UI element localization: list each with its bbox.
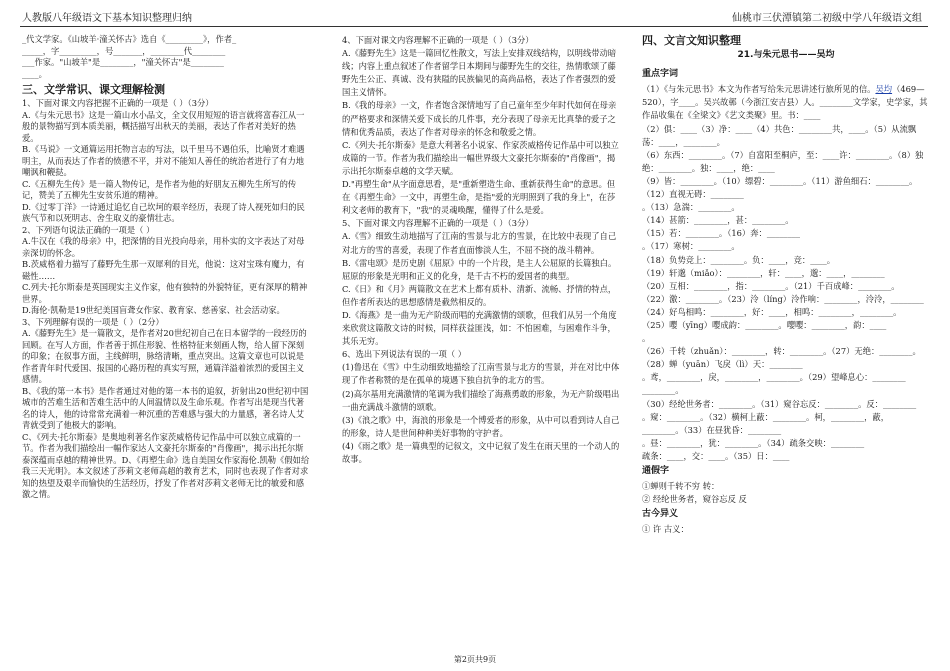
question-item: 4、下面对课文内容理解不正确的一项是（ ）（3分）	[342, 35, 534, 45]
key-word-line: 。（13）急湍：________。	[642, 202, 740, 213]
key-word-line: ________。	[642, 385, 684, 396]
question-item: B、《我的第一本书》是作者通过对他的第一本书的追叙，折射出20世纪初中国城市的苦难生活和苦难生活中的人间温情以及生命乐观。作者写出是现当代著名的诗人，他的诗常常充满着一种沉重的苦难感与强大的力量感，著名诗人艾青就受到了他极大的影响。	[22, 385, 309, 431]
question-item: (4)《雨之歌》是一篇典型的记叙文，文中记叙了发生在雨天里的一个动人的故事。	[342, 440, 620, 464]
question-item: C、《列夫·托尔斯泰》是奥地利著名作家茨威格传记作品中可以独立成篇的一节。作者为我们描绘出一幅作家达人文豪托尔斯泰的"肖像画"，揭示出托尔斯泰深蕴而卓越的精神世界。D、《再塑生命》选自美国女作家海伦.凯勒《假如给我三天光明》。本文叙述了莎莉文老师高超的教育艺术，同时也表现了作者对求知的热望及艰辛而愉快的生活经历，抒发了作者对莎莉文老师无比的敏爱和感激之情。	[22, 431, 310, 500]
intro-line: _____，字_________，号_______，________代________	[22, 45, 226, 56]
key-word-line: （22）激：________。（23）泠（líng）泠作响：________，泠泠，________	[642, 293, 924, 304]
gujin-title: 古今异义	[642, 509, 679, 520]
question-item: B.《马说》一文通篇运用托物言志的写法，以千里马不遇伯乐，比喻贤才难遇明主，从而表达了作者的愤懑不平，并对不能知人善任的统治者进行了有力地嘲讽和鞭挞。	[22, 144, 305, 178]
question-item: D."再塑生命"从字面意思看，是"重新塑造生命、重新获得生命"的意思。但在《再塑生命》一文中，再塑生命，是指"爱的光明照到了我的身上"，在莎利文老师的教育下，"我"的灵魂唤醒，懂得了什么是爱。	[342, 179, 616, 216]
key-word-line: （18）负势竞上：________。负：____，竞：____。	[642, 254, 836, 265]
key-word-text: （469—520），字____。吴兴故鄣（今浙江安吉县）人。________文学家，史学家，其作品收集在《全梁文》《艺文类聚》里。书：____	[642, 84, 928, 121]
key-word-line: 。	[642, 333, 651, 344]
question-item: (3)《浪之歌》中，海浪的形象是一个博爱者的形象，从中可以看到诗人自己的形象，诗人是世间种种美好事物的守护者。	[342, 414, 620, 438]
column-middle	[342, 34, 622, 466]
question-item: A.《藤野先生》这是一篇回忆性散文，写法上安排双线结构，以明线带动暗线；内容上重点叙述了作者留学日本期间与藤野先生的交往，热情歌颂了藤野先生公正、真诚、没有狭隘的民族偏见的高尚品格，表达了作者强烈的爱国主义情怀。	[342, 48, 617, 98]
key-word-line: （6）东西：________。（7）自富阳至桐庐，至：____许：________。（8）独绝：________。独：____，绝：____	[642, 149, 924, 173]
question-item: D.《海燕》是一曲为无产阶级而唱的充满激情的颂歌，但我们从另一个角度来欣赏这篇散文诗的时候，同样获益匪浅，如：不怕困难，与困难作斗争，其乐无穷。	[342, 309, 617, 347]
question-item: 5、下面对课文内容理解不正确的一项是（ ）（3分）	[342, 218, 534, 229]
question-item: 6、选出下列说法有误的一项（ ）	[342, 349, 467, 360]
key-word-line: （25）嘤（yīng）嘤成韵：________。嘤嘤：________，韵：____	[642, 319, 887, 330]
key-word-line: （14）甚箭：________，甚：________。	[642, 215, 794, 226]
question-item: A.《雪》细致生动地描写了江南的雪景与北方的雪景，在比较中表现了自己对北方的雪的喜爱，表现了作者直面惨淡人生，不屈不挠的战斗精神。	[342, 231, 617, 255]
question-item: B.《我的母亲》一文，作者饱含深情地写了自己童年至少年时代如何在母亲的严格要求和深情关爱下成长的几件事，充分表现了母亲无比真挚的爱子之情和优秀品质，表达了作者对母亲的怀念和敬爱之情。	[342, 100, 617, 137]
key-word-line: 疏条：____，交：____。（35）日：____	[642, 450, 790, 461]
tongjia-item: ①蝉则千转不穷 转：	[642, 481, 720, 492]
question-item: (2)高尔基用充满激情的笔调为我们描绘了海燕勇敢的形象，为无产阶级唱出一曲充满战斗激情的颂歌。	[342, 388, 620, 412]
key-word-line: （19）轩邈（miǎo）：________，轩：____，邈：____，________	[642, 267, 885, 278]
tongjia-item: ② 经纶世务者，窥谷忘反 反	[642, 494, 747, 505]
gujin-item: ① 许 古义：	[642, 524, 689, 535]
page-header	[0, 0, 950, 26]
question-item: 3、下列理解有误的一项是（ ）（2分）	[22, 316, 164, 327]
section-title: 四、文言文知识整理	[642, 34, 741, 47]
header-rule	[20, 26, 928, 27]
question-item: A.《与朱元思书》这是一篇山水小品文，全文仅用短短的语言就将富春江从一般的景物描写到本质美丽，概括描写出秋天的美丽，表达了作者对美好的热爱。	[22, 109, 305, 143]
question-item: B.《雷电颂》是历史剧《屈原》中的一个片段，是主人公屈原的长篇独白。屈原的形象是光明和正义的化身，是千古不朽的爱国者的典型。	[342, 257, 617, 281]
question-item: D.《过零丁洋》一诗通过追忆自己坎坷的艰辛经历，表现了诗人视死如归的民族气节和以死明志、舍生取义的豪情壮志。	[22, 201, 305, 224]
question-item: A.《藤野先生》是一篇散文，是作者对20世纪初自己在日本留学的一段经历的回顾。在写人方面，作者善于抓住形貌、性格特征来刻画人物，给人留下深刻的印象；在叙事方面，主线鲜明，脉络清晰，重点突出。这篇文章也可以说是作者青年时代爱国、报国的心路历程的真实写照，通篇洋溢着浓烈的爱国主义感情。	[22, 328, 307, 385]
header-right: 仙桃市三伏潭镇第二初级中学八年级语文组	[732, 13, 922, 24]
key-word-line: （24）好鸟相鸣：________，好：____，相鸣：________，________。	[642, 306, 902, 317]
key-word-line: 。（17）寒树：________。	[642, 241, 740, 252]
intro-line: ____。	[22, 68, 47, 79]
question-item: 2、下列语句说法正确的一项是（ ）	[22, 224, 155, 235]
key-word-line	[642, 83, 930, 122]
question-item: D.海伦·凯勒是19世纪美国盲聋女作家、教育家、慈善家、社会活动家。	[22, 305, 285, 316]
key-word-line: （30）经纶世务者：________。（31）窥谷忘反：________。反：________	[642, 398, 917, 409]
key-word-line: 。昼：________，犹：________。（34）疏条交映：________	[642, 437, 865, 448]
key-words-title: 重点字词	[642, 69, 679, 80]
question-item: C.《日》和《月》两篇散文在艺术上都有质朴、清新、流畅、抒情的特点，但作者所表达的思想感情是截然相反的。	[342, 283, 617, 307]
column-left	[22, 34, 310, 501]
key-word-line: （2）俱：____（3）净：____（4）共色：________共，____。（5）从流飘荡：____，________。	[642, 123, 917, 147]
question-item: C.《五柳先生传》是一篇人物传记，是作者为他的好朋友五柳先生所写的传记，赞美了五柳先生安贫乐道的精神。	[22, 178, 297, 201]
author-link[interactable]: 吴均	[875, 84, 893, 95]
question-item: 1、下面对课文内容把握不正确的一项是（ ）（3分）	[22, 98, 214, 109]
question-item: B.茨威格着力描写了藤野先生那一双犀利的目光，他说：这对宝珠有魔力，有磁性……	[22, 259, 305, 281]
key-word-line: 。窥：________。（32）横柯上蔽：________。柯，________，蔽，________。（33）在昼犹昏：________	[642, 411, 890, 435]
page-number: 第2页共9页	[453, 655, 497, 664]
key-word-line: 。鸢，________，戾，________，________。（29）望峰息心：________	[642, 372, 906, 383]
question-item: C.列夫·托尔斯泰是英国现实主义作家，他有独特的外貌特征，更有深厚的精神世界。	[22, 282, 308, 304]
key-word-line: （9）皆：________。（10）缥碧：________。（11）游鱼细石：________。（12）直视无碍：________	[642, 175, 918, 200]
question-item: A.牛汉在《我的母亲》中，把深情的目光投向母亲，用朴实的文字表达了对母亲深切的怀念。	[22, 236, 305, 258]
header-left: 人教版八年级语文下基本知识整理归纳	[22, 13, 192, 24]
question-item: (1)鲁迅在《雪》中生动细致地描绘了江南雪景与北方的雪景，并在对比中体现了作者称赞的是在孤单的境遇下独自抗争的北方的雪。	[342, 362, 620, 386]
section-title: 三、文学常识、课文理解检测	[22, 83, 165, 96]
key-word-line: （26）千转（zhuǎn）：________，转：________。（27）无绝：________。（28）蝉（yuān）飞戾（lì）天：________	[642, 346, 921, 370]
intro-line: _代文学家。《山坡羊·潼关怀古》选自《_________》，作者_	[22, 34, 237, 44]
column-right	[642, 34, 930, 536]
intro-line: ___作家。"山坡羊"是________，"潼关怀古"是________	[22, 57, 224, 67]
tongjia-title: 通假字	[642, 466, 670, 476]
lesson-title: 21.与朱元思书——吴均	[737, 50, 835, 61]
key-word-line: （20）互相：________，指：________。（21）千百成峰：________。	[642, 280, 900, 291]
question-item: C.《列夫·托尔斯泰》是意大利著名小说家、作家茨威格传记作品中可以独立成篇的一节。作者为我们描绘出一幅世界级大文豪托尔斯泰的"肖像画"，揭示出托尔斯泰卓越的文学天赋。	[342, 139, 619, 176]
key-word-text: （1）《与朱元思书》本文为作者写给朱元思讲述行旅所见的信。	[642, 84, 876, 95]
key-word-line: （15）若：________。（16）奔：________	[642, 228, 801, 239]
